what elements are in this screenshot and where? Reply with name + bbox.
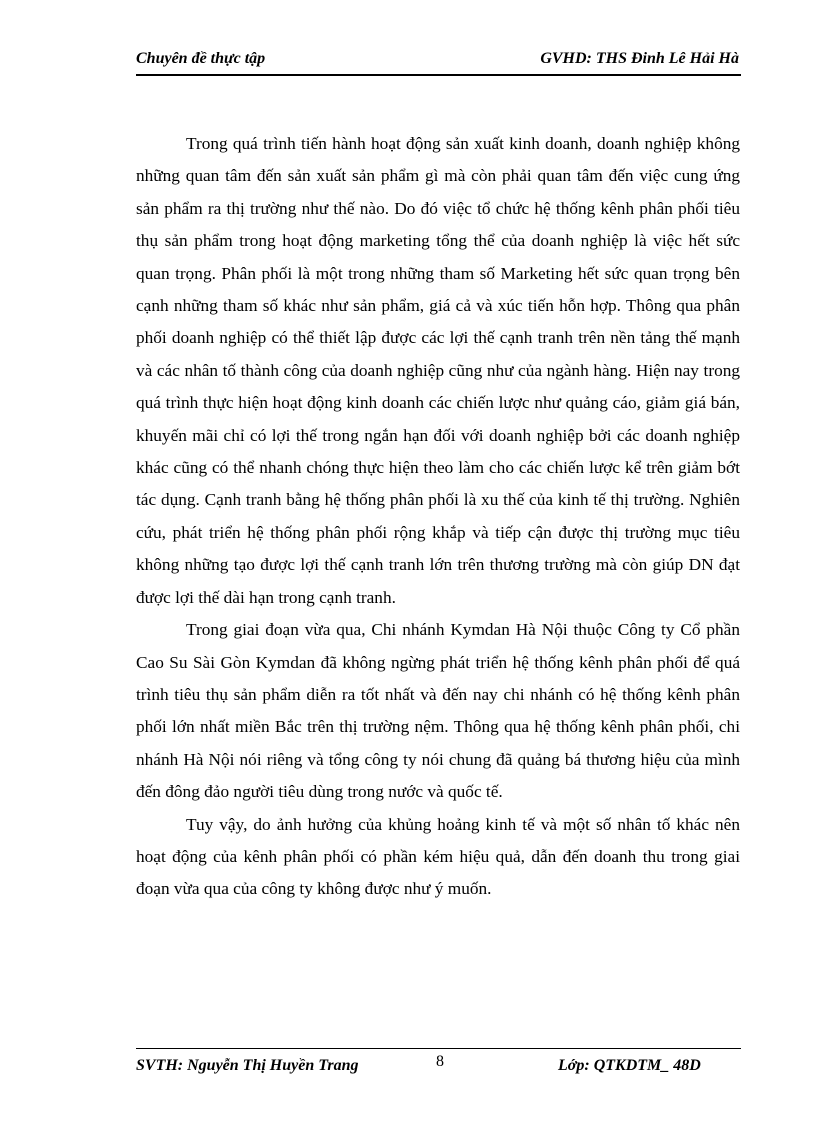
- page-number: 8: [436, 1053, 444, 1070]
- header-supervisor: GVHD: THS Đinh Lê Hải Hà: [540, 50, 739, 67]
- body-paragraph-2: Trong giai đoạn vừa qua, Chi nhánh Kymdan Hà Nội thuộc Công ty Cổ phần Cao Su Sài Gòn Kymdan đã không ngừng phát triển hệ thống kênh phân phối để quá trình tiêu thụ sản phẩm diễn ra tốt nhất và đến nay chi nhánh có hệ thống kênh phân phối lớn nhất miền Bắc trên thị trường nệm. Thông qua hệ thống kênh phân phối, chi nhánh Hà Nội nói riêng và tổng công ty nói chung đã quảng bá thương hiệu của mình đến đông đảo người tiêu dùng trong nước và quốc tế.: [136, 620, 740, 802]
- header-document-title: Chuyên đề thực tập: [136, 50, 266, 67]
- page-footer: [136, 1048, 741, 1079]
- page-header: [136, 46, 741, 76]
- footer-student-name: SVTH: Nguyễn Thị Huyền Trang: [136, 1057, 359, 1074]
- body-paragraph-1: Trong quá trình tiến hành hoạt động sản xuất kinh doanh, doanh nghiệp không những quan tâm đến sản xuất sản phẩm gì mà còn phải quan tâm đến việc cung ứng sản phẩm ra thị trường như thế nào. Do đó việc tổ chức hệ thống kênh phân phối tiêu thụ sản phẩm trong hoạt động marketing tổng thể của doanh nghiệp là việc hết sức quan trọng. Phân phối là một trong những tham số Marketing hết sức quan trọng bên cạnh những tham số khác như sản phẩm, giá cả và xúc tiến hỗn hợp. Thông qua phân phối doanh nghiệp có thể thiết lập được các lợi thế cạnh tranh trên nền tảng thế mạnh và các nhân tố thành công của doanh nghiệp cũng như của ngành hàng. Hiện nay trong quá trình thực hiện hoạt động kinh doanh các chiến lược như quảng cáo, giảm giá bán, khuyến mãi chỉ có lợi thế trong ngắn hạn đối với doanh nghiệp bởi các doanh nghiệp khác cũng có thể nhanh chóng thực hiện theo làm cho các chiến lược kể trên giảm bớt tác dụng. Cạnh tranh bằng hệ thống phân phối là xu thế của kinh tế thị trường. Nghiên cứu, phát triển hệ thống phân phối rộng khắp và tiếp cận được thị trường mục tiêu không những tạo được lợi thế cạnh tranh lớn trên thương trường mà còn giúp DN đạt được lợi thế dài hạn trong cạnh tranh.: [136, 134, 740, 607]
- body-paragraph-3: Tuy vậy, do ảnh hưởng của khủng hoảng kinh tế và một số nhân tố khác nên hoạt động của kênh phân phối có phần kém hiệu quả, dẫn đến doanh thu trong giai đoạn vừa qua của công ty không được như ý muốn.: [136, 814, 740, 899]
- footer-class: Lớp: QTKDTM_ 48D: [558, 1057, 701, 1074]
- document-body: [136, 128, 740, 906]
